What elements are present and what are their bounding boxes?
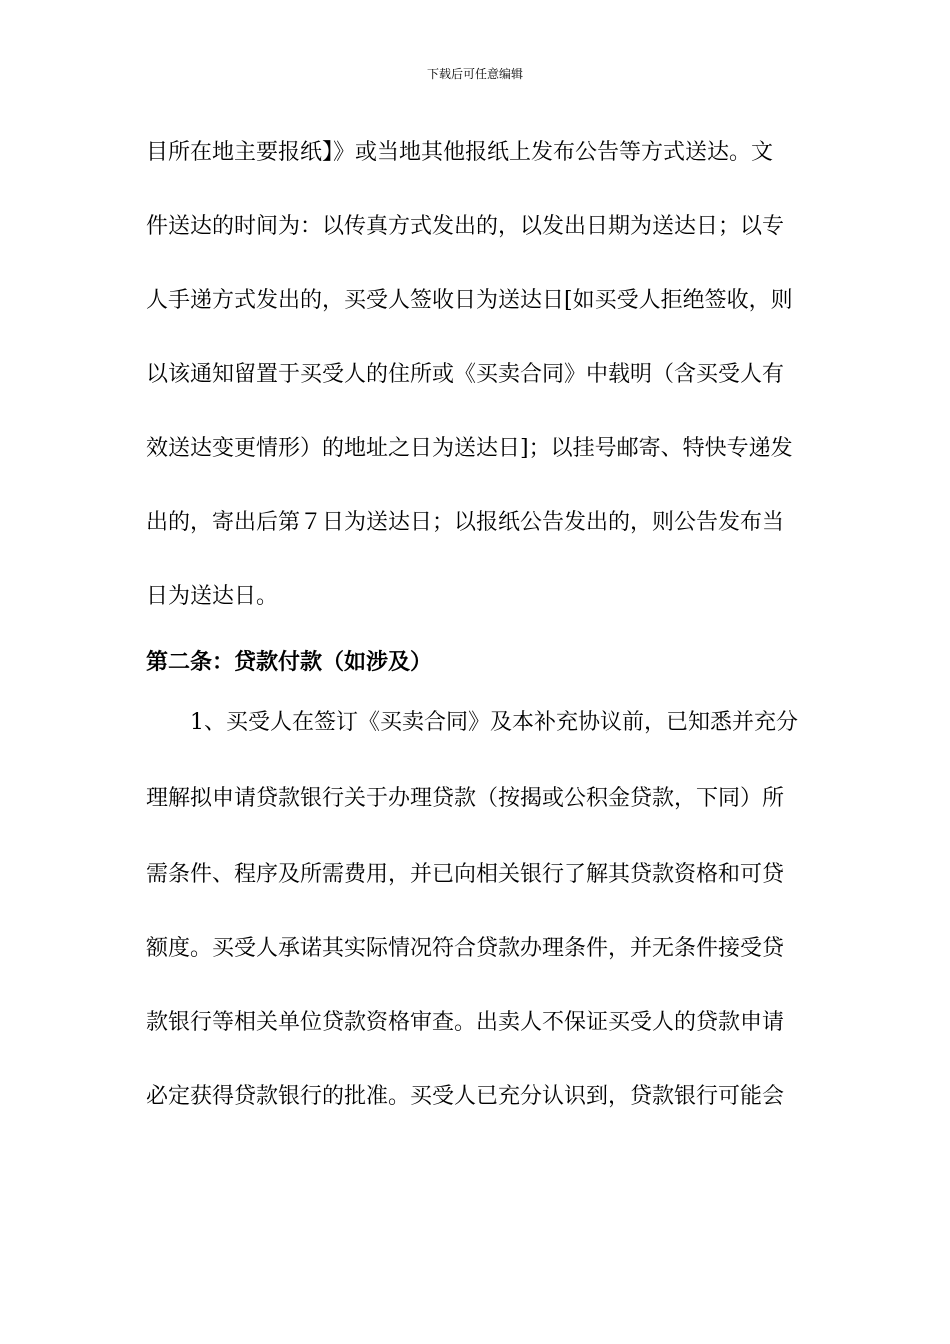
paragraph-line: 需条件、程序及所需费用，并已向相关银行了解其贷款资格和可贷 — [146, 862, 785, 887]
section-heading: 第二条：贷款付款（如涉及） — [146, 649, 433, 675]
paragraph-line: 必定获得贷款银行的批准。买受人已充分认识到，贷款银行可能会 — [146, 1084, 785, 1109]
paragraph-line: 额度。买受人承诺其实际情况符合贷款办理条件，并无条件接受贷 — [146, 936, 785, 961]
paragraph-line: 件送达的时间为：以传真方式发出的，以发出日期为送达日；以专 — [146, 214, 785, 239]
paragraph-line: 理解拟申请贷款银行关于办理贷款（按揭或公积金贷款，下同）所 — [146, 786, 785, 811]
paragraph-line: 款银行等相关单位贷款资格审查。出卖人不保证买受人的贷款申请 — [146, 1010, 785, 1035]
paragraph-line: 目所在地主要报纸】》或当地其他报纸上发布公告等方式送达。文 — [146, 140, 774, 165]
page-header: 下载后可任意编辑 — [426, 67, 523, 81]
paragraph-line: 以该通知留置于买受人的住所或《买卖合同》中载明（含买受人有 — [146, 362, 785, 387]
paragraph-line: 人手递方式发出的，买受人签收日为送达日[如买受人拒绝签收，则 — [146, 288, 793, 313]
paragraph-line: 日为送达日。 — [146, 584, 279, 609]
paragraph-line: 1、买受人在签订《买卖合同》及本补充协议前，已知悉并充分 — [190, 710, 798, 735]
paragraph-line: 出的，寄出后第７日为送达日；以报纸公告发出的，则公告发布当 — [146, 510, 785, 535]
paragraph-line: 效送达变更情形）的地址之日为送达日]；以挂号邮寄、特快专递发 — [146, 436, 793, 461]
